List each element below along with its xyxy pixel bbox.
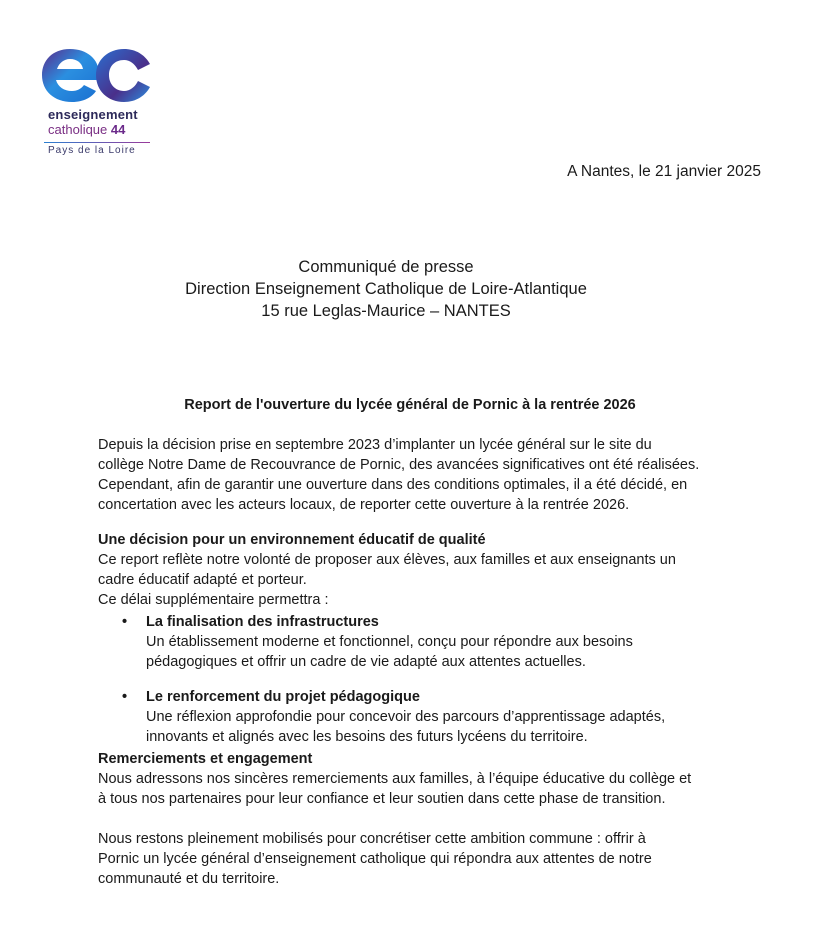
bullet-heading: La finalisation des infrastructures: [146, 614, 379, 630]
press-header: [0, 256, 772, 322]
intro-paragraph: [98, 435, 738, 515]
logo-text-44: 44: [110, 122, 126, 137]
press-header-line-3: 15 rue Leglas-Maurice – NANTES: [261, 302, 511, 320]
text-line: Ce délai supplémentaire permettra :: [98, 592, 329, 608]
bullet-icon: •: [122, 614, 128, 630]
logo-text-region: Pays de la Loire: [48, 145, 136, 156]
text-line: cadre éducatif adapté et porteur.: [98, 572, 307, 588]
spacer: [98, 515, 738, 530]
section-quality-environment: [98, 530, 738, 747]
text-line: collège Notre Dame de Recouvrance de Pornic, des avancées significatives ont été réalisées.: [98, 457, 700, 473]
text-line: Une réflexion approfondie pour concevoir des parcours d’apprentissage adaptés,: [146, 709, 666, 725]
logo-text-catholique: [48, 122, 125, 137]
section-heading: Une décision pour un environnement éducatif de qualité: [98, 532, 486, 548]
text-line: Depuis la décision prise en septembre 2023 d’implanter un lycée général sur le site du: [98, 437, 652, 453]
closing-paragraph: [98, 829, 738, 889]
spacer: [98, 809, 738, 829]
section-thanks: [98, 749, 738, 809]
text-line: Nous adressons nos sincères remerciements aux familles, à l’équipe éducative du collège et: [98, 771, 692, 787]
text-line: Cependant, afin de garantir une ouverture dans des conditions optimales, il a été décidé, en: [98, 477, 688, 493]
document-date: A Nantes, le 21 janvier 2025: [567, 163, 761, 180]
press-header-line-2: Direction Enseignement Catholique de Loire-Atlantique: [185, 280, 587, 298]
bullet-list: [98, 612, 738, 747]
document-title: Report de l'ouverture du lycée général de Pornic à la rentrée 2026: [184, 397, 636, 413]
bullet-heading: Le renforcement du projet pédagogique: [146, 689, 420, 705]
bullet-icon: •: [122, 689, 128, 705]
text-line: communauté et du territoire.: [98, 871, 280, 887]
text-line: à tous nos partenaires pour leur confiance et leur soutien dans cette phase de transition.: [98, 791, 666, 807]
logo-text-catholique-label: catholique: [48, 122, 111, 137]
text-line: Un établissement moderne et fonctionnel, conçu pour répondre aux besoins: [146, 634, 633, 650]
section-heading: Remerciements et engagement: [98, 751, 313, 767]
bullet-item-pedagogical-project: [98, 687, 738, 747]
document-body: [98, 435, 738, 889]
text-line: pédagogiques et offrir un cadre de vie adapté aux attentes actuelles.: [146, 654, 586, 670]
text-line: Ce report reflète notre volonté de proposer aux élèves, aux familles et aux enseignants un: [98, 552, 676, 568]
text-line: concertation avec les acteurs locaux, de reporter cette ouverture à la rentrée 2026.: [98, 497, 630, 513]
text-line: Nous restons pleinement mobilisés pour concrétiser cette ambition commune : offrir à: [98, 831, 646, 847]
logo: [40, 45, 155, 163]
bullet-item-infrastructures: [98, 612, 738, 672]
logo-text-enseignement: enseignement: [48, 107, 138, 122]
text-line: Pornic un lycée général d’enseignement catholique qui répondra aux attentes de notre: [98, 851, 652, 867]
press-header-line-1: Communiqué de presse: [298, 258, 474, 276]
logo-divider: [44, 142, 150, 143]
text-line: innovants et alignés avec les besoins des futurs lycéens du territoire.: [146, 729, 588, 745]
ec-logo-mark-icon: [40, 45, 152, 105]
